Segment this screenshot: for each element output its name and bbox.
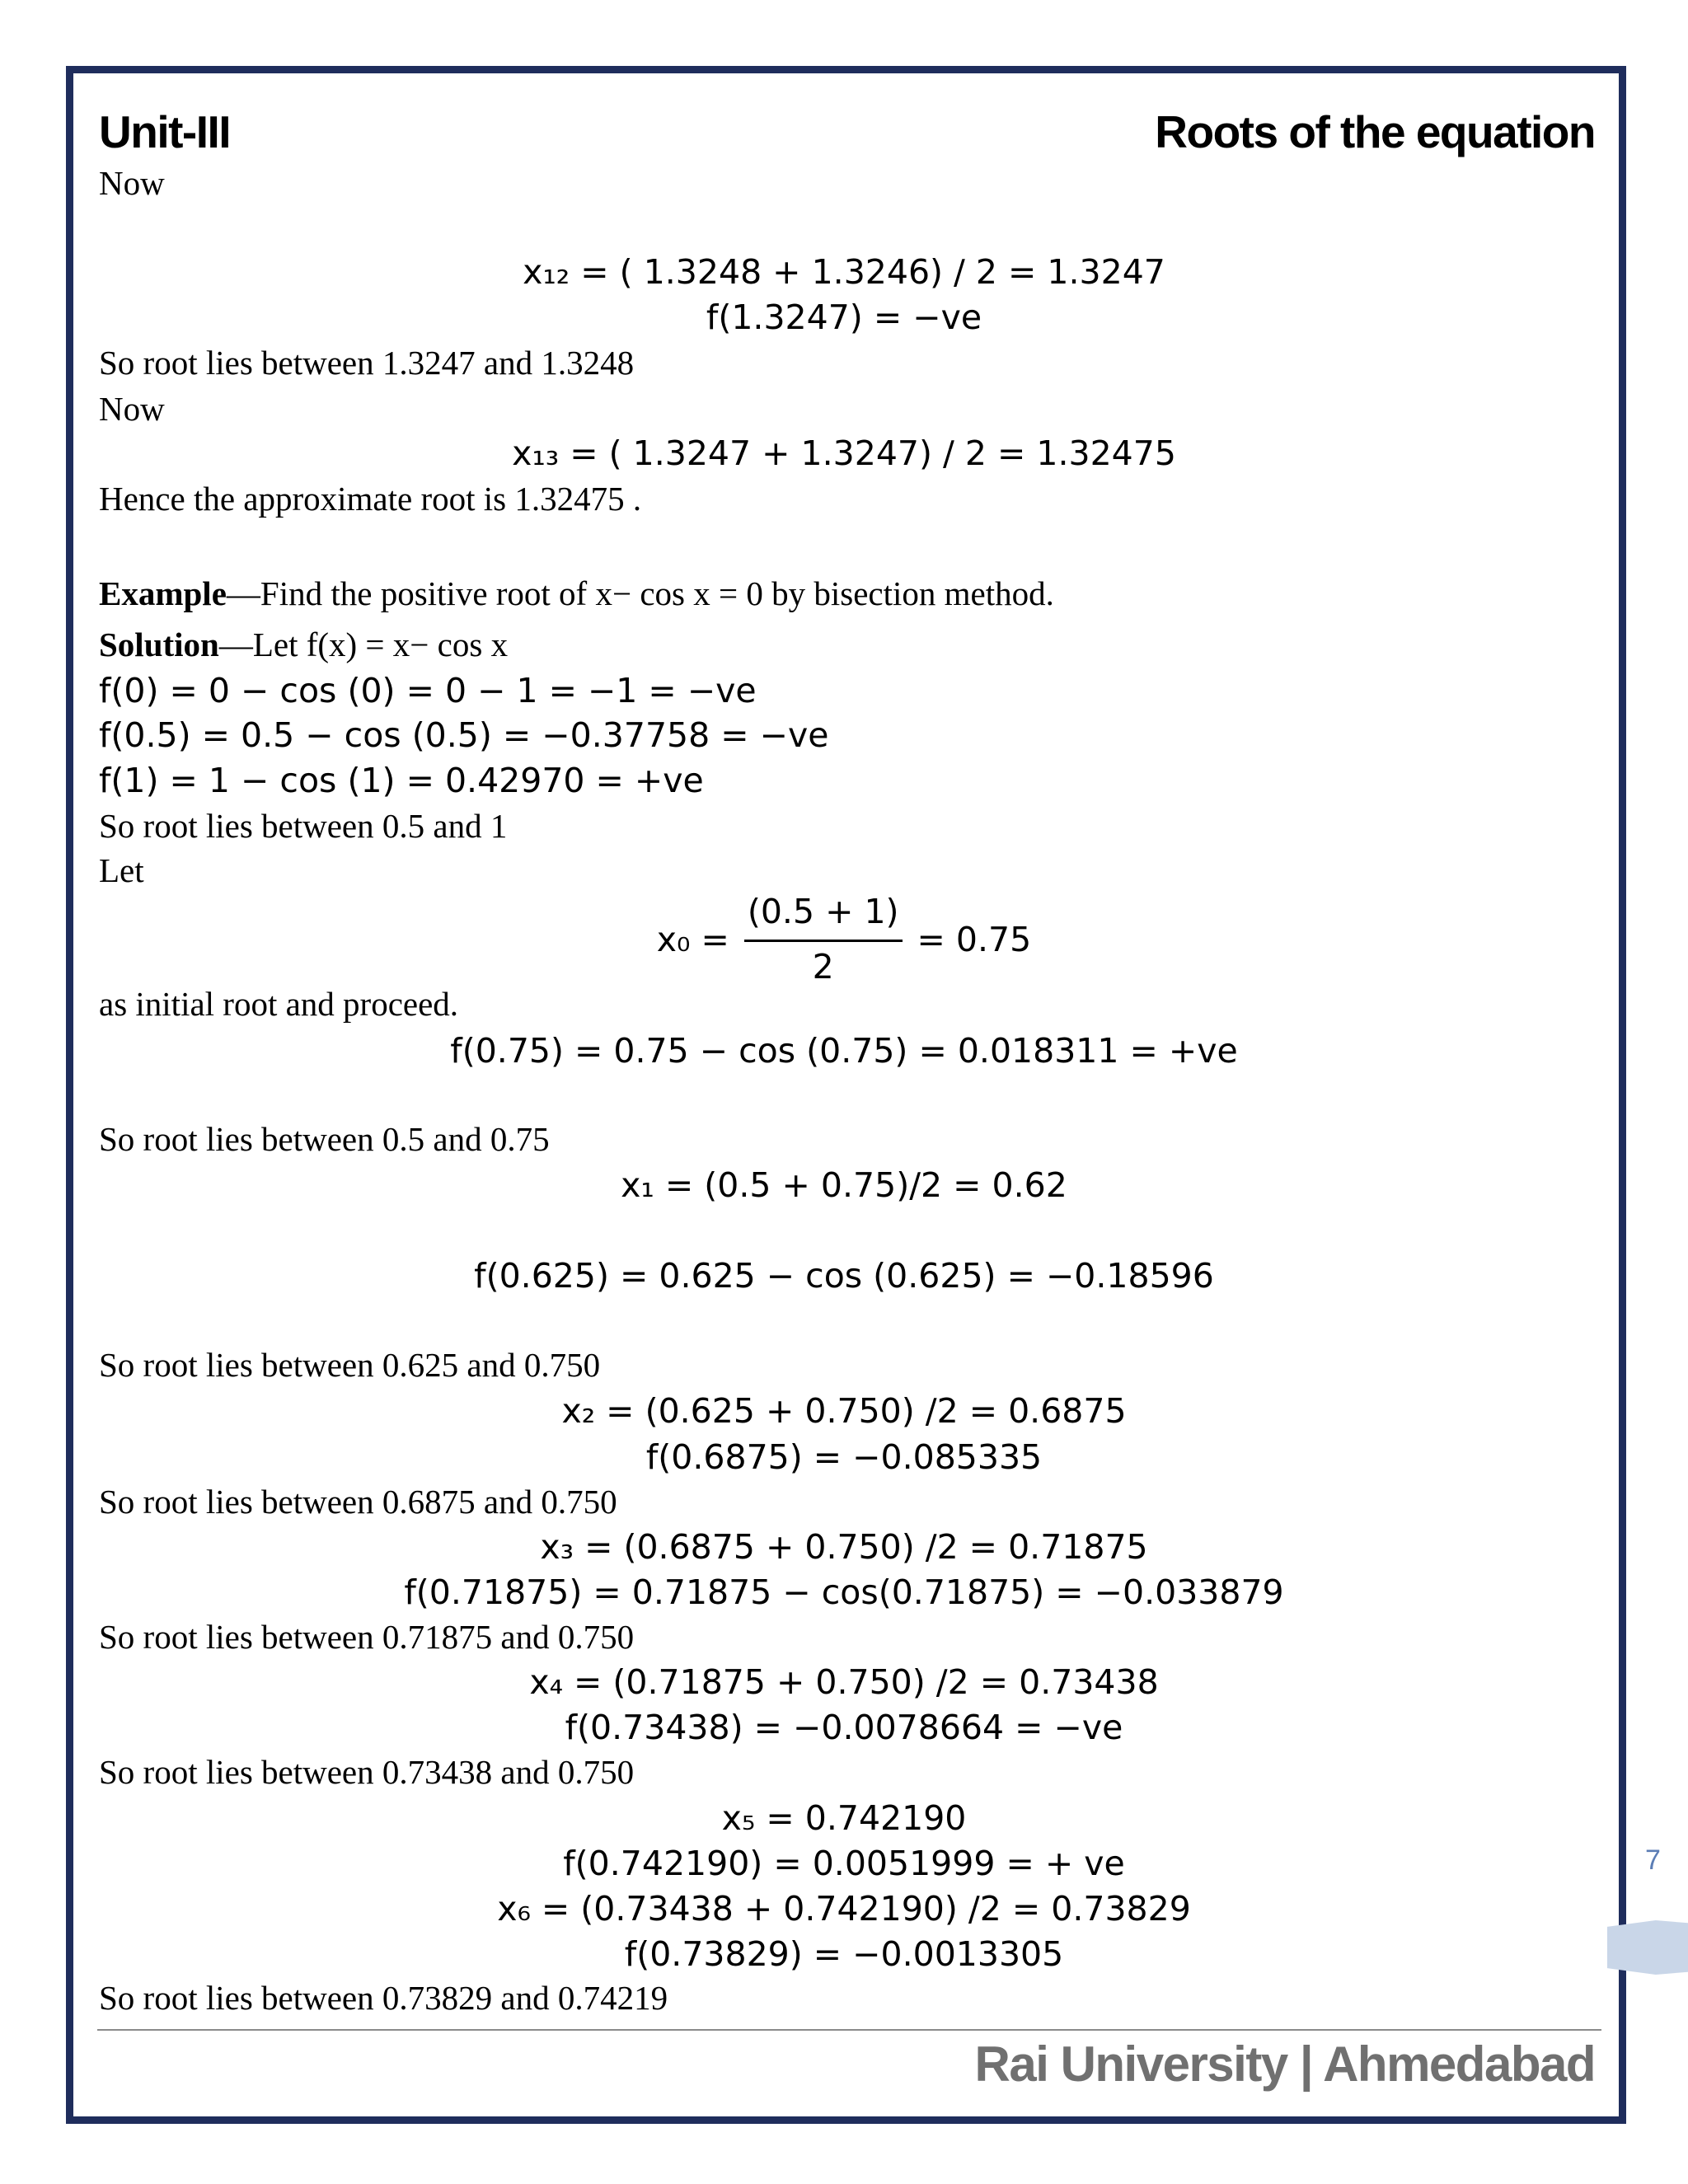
- example-label: Example: [99, 574, 227, 612]
- solution-label: Solution: [99, 626, 219, 663]
- example-text: —Find the positive root of x− cos x = 0 by bisection method.: [226, 574, 1054, 612]
- equation-f-0-742190: f(0.742190) = 0.0051999 = + ve: [563, 1844, 1125, 1883]
- example-statement: [99, 574, 1054, 612]
- equation-f-0-73829: f(0.73829) = −0.0013305: [624, 1934, 1064, 1974]
- text-root-between: So root lies between 0.6875 and 0.750: [99, 1483, 617, 1521]
- page-tab-decoration: [1607, 1920, 1688, 1975]
- text-root-between: So root lies between 0.625 and 0.750: [99, 1346, 601, 1384]
- text-root-between: So root lies between 1.3247 and 1.3248: [99, 344, 635, 382]
- equation-x3: x₃ = (0.6875 + 0.750) /2 = 0.71875: [540, 1527, 1148, 1567]
- solution-text: —Let f(x) = x− cos x: [218, 626, 509, 663]
- x0-label: x₀ =: [656, 919, 729, 959]
- text-now: Now: [99, 164, 165, 202]
- equation-x12: x₁₂ = ( 1.3248 + 1.3246) / 2 = 1.3247: [523, 252, 1165, 292]
- equation-x5: x₅ = 0.742190: [721, 1798, 967, 1838]
- equation-f0: f(0) = 0 − cos (0) = 0 − 1 = −1 = −ve: [99, 671, 757, 710]
- equation-x0-fraction: [0, 892, 1688, 987]
- footer-divider: [97, 2029, 1601, 2031]
- equation-f-0-71875: f(0.71875) = 0.71875 − cos(0.71875) = −0.033879: [404, 1572, 1284, 1612]
- x0-value: = 0.75: [917, 919, 1032, 959]
- equation-f-0-5: f(0.5) = 0.5 − cos (0.5) = −0.37758 = −ve: [99, 715, 829, 755]
- equation-x1: x₁ = (0.5 + 0.75)/2 = 0.62: [621, 1165, 1067, 1205]
- page-number: 7: [1645, 1844, 1661, 1876]
- text-root-between: So root lies between 0.73438 and 0.750: [99, 1753, 635, 1791]
- equation-f1: f(1) = 1 − cos (1) = 0.42970 = +ve: [99, 761, 704, 800]
- text-approximate-root: Hence the approximate root is 1.32475 .: [99, 480, 642, 518]
- text-initial-root: as initial root and proceed.: [99, 985, 459, 1023]
- text-root-between: So root lies between 0.71875 and 0.750: [99, 1618, 635, 1656]
- equation-x6: x₆ = (0.73438 + 0.742190) /2 = 0.73829: [497, 1889, 1191, 1929]
- text-let: Let: [99, 851, 144, 889]
- equation-f-0-73438: f(0.73438) = −0.0078664 = −ve: [565, 1708, 1123, 1747]
- equation-f-0-625: f(0.625) = 0.625 − cos (0.625) = −0.18596: [474, 1256, 1214, 1296]
- topic-title: Roots of the equation: [1155, 106, 1595, 157]
- solution-statement: [99, 628, 508, 662]
- equation-f-1-3247: f(1.3247) = −ve: [706, 298, 982, 337]
- equation-x13: x₁₃ = ( 1.3247 + 1.3247) / 2 = 1.32475: [512, 434, 1176, 473]
- equation-f-0-6875: f(0.6875) = −0.085335: [645, 1437, 1043, 1477]
- text-root-between: So root lies between 0.5 and 1: [99, 807, 508, 845]
- unit-title: Unit-III: [99, 106, 231, 157]
- fraction-denominator: 2: [812, 947, 834, 987]
- fraction-numerator: (0.5 + 1): [744, 892, 903, 942]
- equation-x4: x₄ = (0.71875 + 0.750) /2 = 0.73438: [529, 1662, 1159, 1702]
- equation-x2: x₂ = (0.625 + 0.750) /2 = 0.6875: [561, 1391, 1127, 1431]
- text-root-between: So root lies between 0.73829 and 0.74219: [99, 1979, 668, 2017]
- text-root-between: So root lies between 0.5 and 0.75: [99, 1120, 550, 1158]
- equation-f-0-75: f(0.75) = 0.75 − cos (0.75) = 0.018311 = +ve: [450, 1031, 1238, 1071]
- footer-university: Rai University | Ahmedabad: [974, 2036, 1595, 2092]
- text-now: Now: [99, 390, 165, 428]
